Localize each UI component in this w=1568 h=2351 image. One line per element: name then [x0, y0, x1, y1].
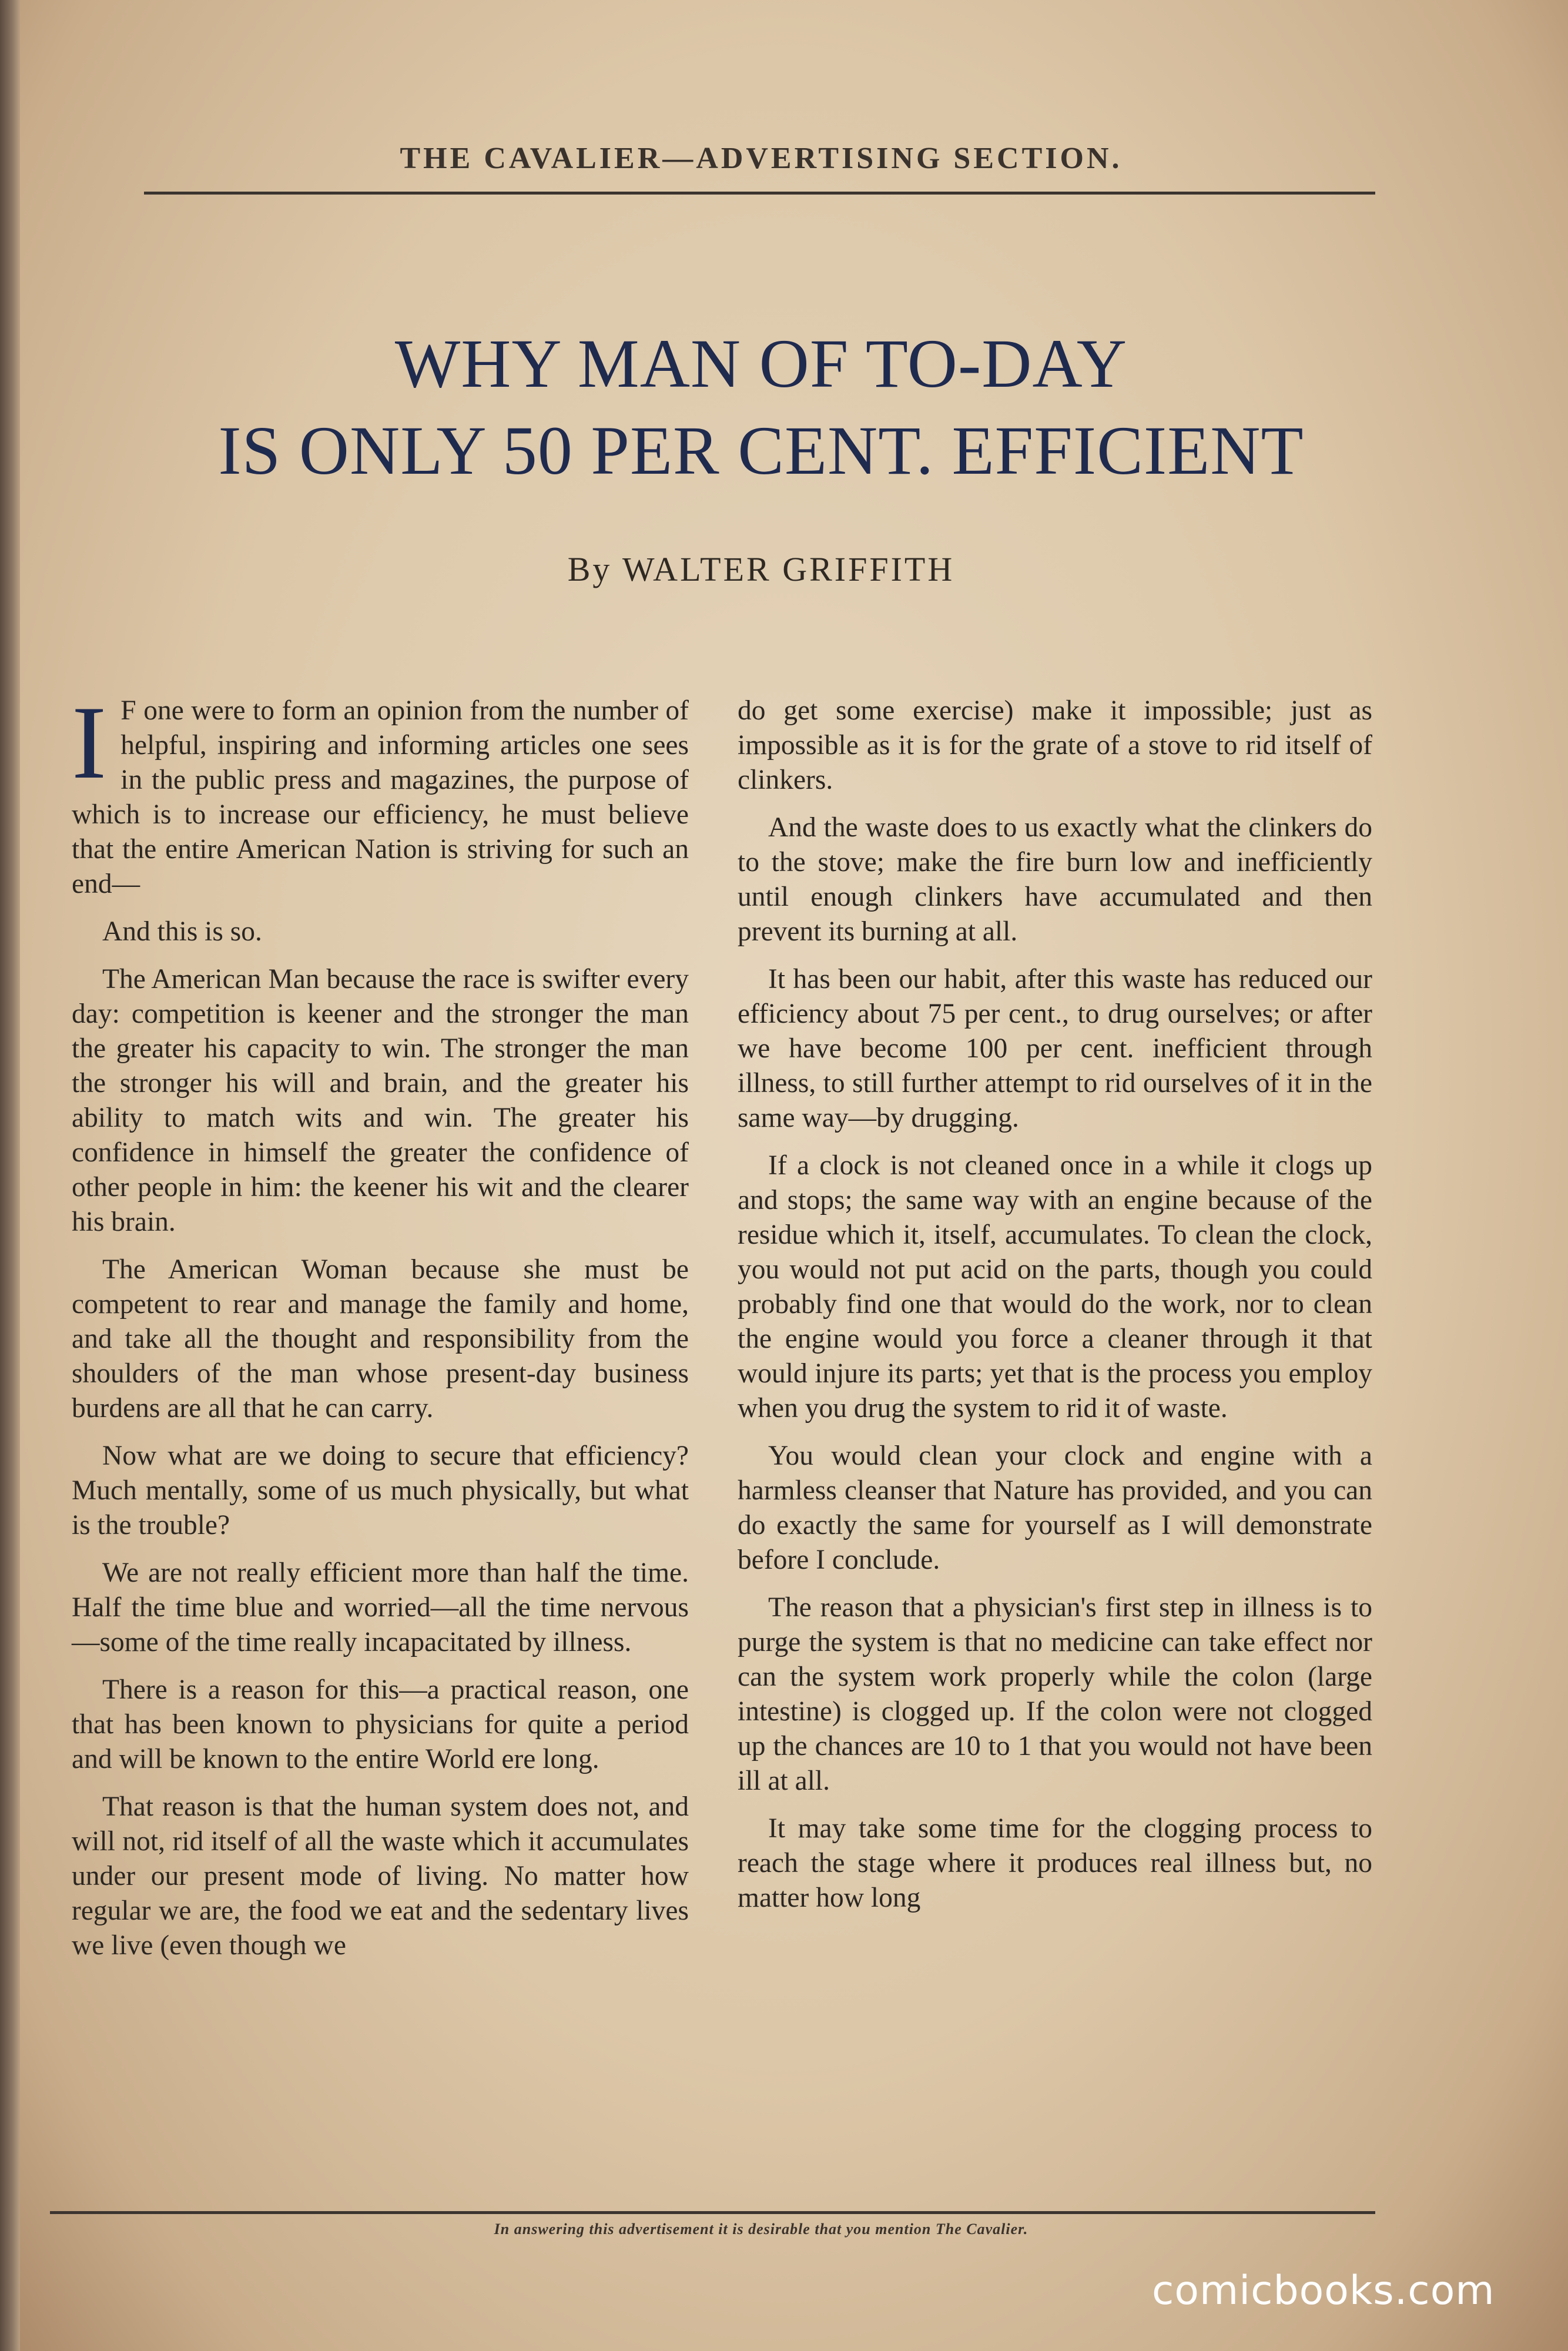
paragraph: And the waste does to us exactly what the clinkers do to the stove; make the fire burn low and inefficiently until enough clinkers have accumulated and then prevent its burning at all.	[738, 812, 1372, 947]
paragraph: If a clock is not cleaned once in a while it clogs up and stops; the same way with an engine because of the residue which it, itself, accumulates. To clean the clock, you would not put acid on the parts, though you could probably find one that would do the work, nor to clean the engine would you force a cleaner through it that would injure its parts; yet that is the process you employ when you drug the system to rid it of waste.	[738, 1150, 1372, 1424]
paragraph: Now what are we doing to secure that efficiency? Much mentally, some of us much physically, but what is the trouble?	[72, 1441, 689, 1540]
drop-cap: I	[72, 684, 107, 801]
paragraph: You would clean your clock and engine with a harmless cleanser that Nature has provided, and you can do exactly the same for yourself as I will demonstrate before I conclude.	[738, 1441, 1372, 1575]
paragraph: The American Woman because she must be competent to rear and manage the family and home, and take all the thought and responsibility from the shoulders of the man whose present-day business burdens are all that he can carry.	[72, 1254, 689, 1424]
paragraph: It may take some time for the clogging process to reach the stage where it produces real illness but, no matter how long	[738, 1813, 1372, 1913]
running-head: THE CAVALIER—ADVERTISING SECTION.	[400, 142, 1123, 175]
footer-rule	[50, 2211, 1375, 2214]
article-title	[141, 320, 1381, 494]
paragraph: It has been our habit, after this waste has reduced our efficiency about 75 per cent., to drug ourselves; or after we have become 100 per cent. inefficient through illness, to still further attempt to rid ourselves of it in the same way—by drugging.	[738, 964, 1372, 1133]
right-column	[738, 694, 1372, 1928]
site-watermark: comicbooks.com	[1152, 2268, 1495, 2314]
paragraph: The reason that a physician's first step in illness is to purge the system is that no medicine can take effect nor can the system work properly while the colon (large intestine) is clogged up. If the colon were not clogged up the chances are 10 to 1 that you would not have been ill at all.	[738, 1592, 1372, 1796]
header-rule	[144, 192, 1375, 195]
footer-note: In answering this advertisement it is desirable that you mention The Cavalier.	[494, 2221, 1028, 2238]
left-column	[72, 684, 689, 1976]
page-binding-edge	[0, 0, 20, 2351]
paragraph	[72, 684, 689, 902]
article-byline: By WALTER GRIFFITH	[567, 550, 955, 588]
paragraph: We are not really efficient more than half the time. Half the time blue and worried—all the time nervous—some of the time really incapacitated by illness.	[72, 1558, 689, 1657]
title-line-1: WHY MAN OF TO-DAY	[394, 325, 1128, 402]
paragraph: That reason is that the human system does not, and will not, rid itself of all the waste which it accumulates under our present mode of living. No matter how regular we are, the food we eat and the sedentary lives we live (even though we	[72, 1791, 689, 1961]
paragraph-text: F one were to form an opinion from the number of helpful, inspiring and informing articles one sees in the public press and magazines, the purpose of which is to increase our efficiency, he must believe that the entire American Nation is striving for such an end—	[72, 695, 689, 899]
paragraph: There is a reason for this—a practical reason, one that has been known to physicians for quite a period and will be known to the entire World ere long.	[72, 1674, 689, 1774]
paragraph: do get some exercise) make it impossible; just as impossible as it is for the grate of a stove to rid itself of clinkers.	[738, 695, 1372, 795]
title-line-2: IS ONLY 50 PER CENT. EFFICIENT	[218, 412, 1304, 489]
paragraph: And this is so.	[102, 916, 262, 947]
paragraph: The American Man because the race is swifter every day: competition is keener and the stronger the man the greater his capacity to win. The stronger the man the stronger his will and brain, and the greater his ability to match wits and win. The greater his confidence in himself the greater the confidence of other people in him: the keener his wit and the clearer his brain.	[72, 964, 689, 1237]
